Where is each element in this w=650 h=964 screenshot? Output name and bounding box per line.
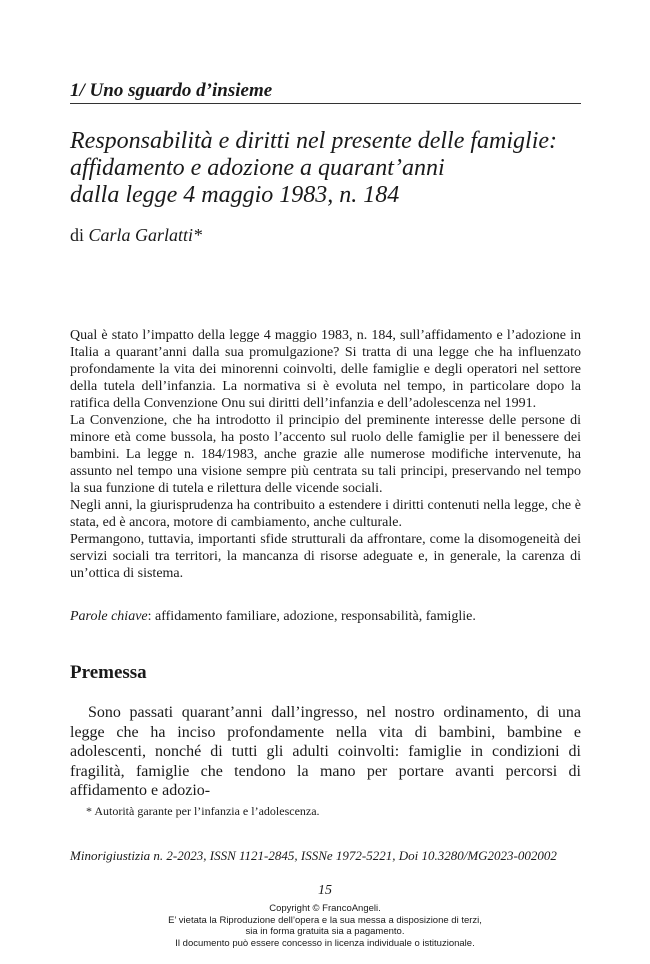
keywords-label: Parole chiave <box>70 609 148 624</box>
body-paragraph: Sono passati quarant’anni dall’ingresso, nel nostro ordinamento, di una legge che ha inciso profondamente nella vita di bambini, bambine e adolescenti, nonché di tutti gli adulti coinvolti: famiglie in condizioni di fragilità, famiglie che tendono la mano per portare avanti percorsi di affidamento e adozio- <box>70 704 581 799</box>
page-number: 15 <box>318 883 332 898</box>
copyright-notice <box>0 903 650 949</box>
section-title: 1/ Uno sguardo d’insieme <box>70 80 273 101</box>
article-title <box>70 128 590 209</box>
abstract-paragraph: Permangono, tuttavia, importanti sfide strutturali da affrontare, come la disomogeneità dei servizi sociali tra territori, la mancanza di risorse adeguate e, in generale, la carenza di un’ottica di sistema. <box>70 532 581 581</box>
article-title-line: affidamento e adozione a quarant’anni <box>70 155 445 181</box>
author-name: Carla Garlatti* <box>88 225 203 245</box>
byline <box>70 225 202 246</box>
footnote: * Autorità garante per l’infanzia e l’adolescenza. <box>86 804 320 818</box>
abstract-paragraph: La Convenzione, che ha introdotto il principio del preminente interesse delle persone di minore età come bussola, ha posto l’accento sul ruolo delle famiglie per il benessere dei bambini. La legge n. 184/1983, anche grazie alle numerose modifiche intervenute, ha assunto nel tempo una visione sempre più centrata su tali principi, preservando nel tempo la sua funzione di tutela e rilettura delle vicende sociali. <box>70 413 581 496</box>
keywords-text: : affidamento familiare, adozione, responsabilità, famiglie. <box>147 609 476 624</box>
article-title-line: Responsabilità e diritti nel presente delle famiglie: <box>70 128 558 154</box>
abstract <box>70 327 581 582</box>
abstract-paragraph: Negli anni, la giurisprudenza ha contribuito a estendere i diritti contenuti nella legge, che è stata, ed è ancora, motore di cambiamento, anche culturale. <box>70 498 581 530</box>
abstract-paragraph: Qual è stato l’impatto della legge 4 maggio 1983, n. 184, sull’affidamento e l’adozione in Italia a quarant’anni dalla sua promulgazione? Si tratta di una legge che ha influenzato profondamente la vita dei minorenni coinvolti, delle famiglie e degli operatori nel settore della tutela dell’infanzia. La normativa si è evoluta nel tempo, in particolare dopo la ratifica della Convenzione Onu sui diritti dell’infanzia e dell’adolescenza nel 1991. <box>70 328 581 411</box>
section-heading: Premessa <box>70 662 147 683</box>
copyright-line: sia in forma gratuita sia a pagamento. <box>245 926 405 938</box>
copyright-line: Il documento può essere concesso in licenza individuale o istituzionale. <box>175 937 475 949</box>
copyright-line: Copyright © FrancoAngeli. <box>269 903 381 914</box>
byline-prefix: di <box>70 225 85 245</box>
header-rule <box>70 103 581 104</box>
copyright-line: E’ vietata la Riproduzione dell’opera e la sua messa a disposizione di terzi, <box>168 914 482 926</box>
journal-reference: Minorigiustizia n. 2-2023, ISSN 1121-2845, ISSNe 1972-5221, Doi 10.3280/MG2023-002002 <box>70 848 557 863</box>
keywords <box>70 609 581 625</box>
article-title-line: dalla legge 4 maggio 1983, n. 184 <box>70 182 400 208</box>
